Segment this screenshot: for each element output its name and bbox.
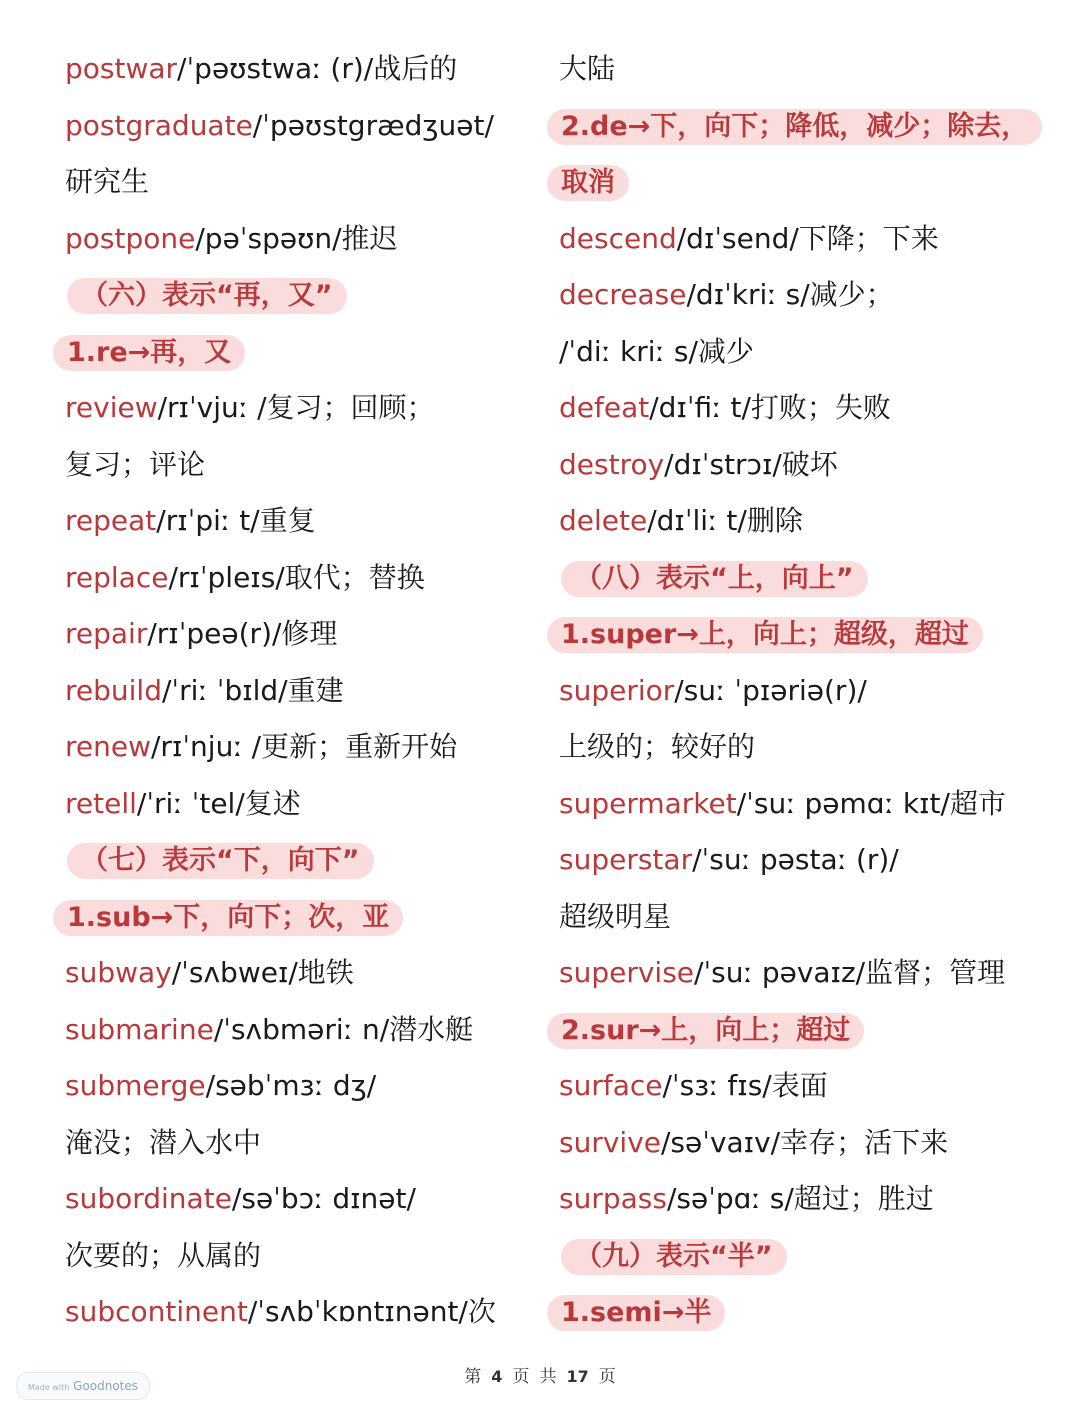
phonetic-definition: /ˈpəʊstwaː (r)/战后的 bbox=[177, 52, 458, 85]
phonetic-definition: /rɪˈpiː t/重复 bbox=[156, 504, 316, 537]
prefix-heading bbox=[65, 324, 515, 381]
continuation-text: 大陆 bbox=[559, 52, 616, 85]
definition-continuation bbox=[559, 41, 1049, 98]
vocab-entry bbox=[65, 211, 515, 268]
english-word: retell bbox=[65, 786, 137, 820]
phonetic-definition: /səˈpɑː s/超过；胜过 bbox=[666, 1182, 934, 1215]
phonetic-definition: /ˈsʌbməriː n/潜水艇 bbox=[213, 1012, 474, 1046]
footer-ye1: 页 bbox=[512, 1367, 530, 1387]
vocab-entry bbox=[65, 945, 515, 1002]
vocab-entry bbox=[559, 1171, 1049, 1228]
phonetic-definition: /ˈsɜː fɪs/表面 bbox=[662, 1069, 828, 1102]
total-pages: 17 bbox=[566, 1367, 589, 1386]
vocab-entry bbox=[65, 776, 515, 833]
vocab-entry bbox=[559, 211, 1049, 268]
english-word: destroy bbox=[559, 447, 665, 481]
prefix-heading bbox=[559, 98, 1049, 155]
footer-gong: 共 bbox=[539, 1367, 557, 1387]
english-word: subway bbox=[65, 956, 172, 989]
vocab-entry bbox=[65, 606, 515, 663]
prefix-heading-text: 2.de→下，向下；降低，减少；除去， bbox=[547, 109, 1042, 145]
vocab-entry bbox=[559, 267, 1049, 324]
definition-continuation bbox=[65, 1115, 515, 1172]
vocab-entry bbox=[559, 380, 1049, 437]
vocab-entry bbox=[65, 663, 515, 720]
left-column bbox=[65, 41, 515, 1341]
english-word: review bbox=[65, 391, 158, 424]
prefix-heading-text: 1.semi→半 bbox=[547, 1295, 725, 1331]
english-word: supermarket bbox=[559, 786, 737, 820]
vocab-entry bbox=[559, 493, 1049, 550]
phonetic-definition: /rɪˈpeə(r)/修理 bbox=[147, 617, 338, 650]
section-heading-text: （九）表示“半” bbox=[561, 1239, 787, 1275]
section-heading-text: （六）表示“再，又” bbox=[67, 278, 347, 314]
section-heading-text: （八）表示“上，向上” bbox=[561, 561, 868, 597]
vocab-entry bbox=[65, 1171, 515, 1228]
english-word: rebuild bbox=[65, 673, 162, 707]
section-heading bbox=[65, 267, 515, 324]
prefix-heading bbox=[559, 1284, 1049, 1341]
vocab-entry bbox=[65, 41, 515, 98]
english-word: replace bbox=[65, 560, 169, 594]
english-word: decrease bbox=[559, 278, 687, 311]
continuation-text: 上级的；较好的 bbox=[559, 730, 756, 763]
prefix-heading-text: 1.re→再，又 bbox=[53, 335, 245, 371]
phonetic-definition: /dɪˈkriː s/减少； bbox=[686, 278, 894, 311]
phonetic-definition: /ˈsuː pəmɑː kɪt/超市 bbox=[736, 786, 1006, 820]
footer-di: 第 bbox=[464, 1367, 482, 1387]
vocab-entry bbox=[559, 832, 1049, 889]
english-word: repeat bbox=[65, 504, 157, 537]
english-word: repair bbox=[65, 617, 148, 650]
vocab-entry bbox=[559, 1058, 1049, 1115]
phonetic-definition: /ˈsuː pəstaː (r)/ bbox=[692, 843, 899, 876]
english-word: subcontinent bbox=[65, 1295, 248, 1328]
vocab-entry bbox=[559, 1115, 1049, 1172]
made-with-label: Made with bbox=[27, 1383, 70, 1392]
phonetic-definition: /ˈsuː pəvaɪz/监督；管理 bbox=[694, 956, 1006, 989]
english-word: descend bbox=[559, 221, 677, 255]
section-heading bbox=[65, 832, 515, 889]
vocab-entry bbox=[65, 1284, 515, 1341]
phonetic-definition: /dɪˈsend/下降；下来 bbox=[676, 221, 939, 255]
english-word: postpone bbox=[65, 221, 196, 255]
english-word: postgraduate bbox=[65, 108, 253, 142]
phonetic-definition: /rɪˈvjuː /复习；回顾； bbox=[157, 391, 435, 424]
section-heading-text: （七）表示“下，向下” bbox=[67, 843, 374, 879]
definition-continuation bbox=[65, 1228, 515, 1285]
phonetic-definition: /ˈriː ˈbɪld/重建 bbox=[161, 673, 344, 707]
prefix-heading-text: 1.super→上，向上；超级，超过 bbox=[547, 617, 983, 653]
phonetic-definition: /səˈbɔː dɪnət/ bbox=[231, 1182, 416, 1215]
continuation-text: 研究生 bbox=[65, 165, 150, 198]
prefix-heading bbox=[65, 889, 515, 946]
english-word: surface bbox=[559, 1069, 663, 1102]
prefix-heading-text: 1.sub→下，向下；次，亚 bbox=[53, 900, 403, 936]
vocab-entry bbox=[65, 719, 515, 776]
prefix-heading bbox=[559, 154, 1049, 211]
phonetic-definition: /pəˈspəʊn/推迟 bbox=[195, 221, 398, 255]
continuation-text: /ˈdiː kriː s/减少 bbox=[559, 334, 754, 368]
definition-continuation bbox=[559, 324, 1049, 381]
phonetic-definition: /ˈriː ˈtel/复述 bbox=[136, 786, 301, 820]
definition-continuation bbox=[559, 889, 1049, 946]
english-word: defeat bbox=[559, 391, 650, 424]
phonetic-definition: /dɪˈstrɔɪ/破坏 bbox=[664, 447, 838, 481]
vocab-entry bbox=[65, 550, 515, 607]
english-word: submerge bbox=[65, 1069, 206, 1102]
english-word: surpass bbox=[559, 1182, 667, 1215]
vocab-entry bbox=[559, 437, 1049, 494]
english-word: subordinate bbox=[65, 1182, 232, 1215]
english-word: superior bbox=[559, 673, 675, 707]
vocab-entry bbox=[559, 776, 1049, 833]
definition-continuation bbox=[65, 154, 515, 211]
prefix-heading bbox=[559, 606, 1049, 663]
english-word: supervise bbox=[559, 956, 695, 989]
phonetic-definition: /suː ˈpɪəriə(r)/ bbox=[674, 673, 867, 707]
page-footer bbox=[0, 1362, 1080, 1387]
page-number: 4 bbox=[491, 1367, 503, 1386]
vocab-entry bbox=[65, 1058, 515, 1115]
phonetic-definition: /səbˈmɜː dʒ/ bbox=[205, 1069, 377, 1102]
english-word: renew bbox=[65, 730, 151, 763]
vocab-entry bbox=[65, 98, 515, 155]
phonetic-definition: /dɪˈfiː t/打败；失败 bbox=[649, 391, 891, 424]
phonetic-definition: /rɪˈpleɪs/取代；替换 bbox=[168, 560, 425, 594]
english-word: submarine bbox=[65, 1012, 214, 1046]
prefix-heading bbox=[559, 1002, 1049, 1059]
vocab-entry bbox=[65, 493, 515, 550]
phonetic-definition: /ˈsʌbˈkɒntɪnənt/次 bbox=[247, 1295, 496, 1328]
phonetic-definition: /səˈvaɪv/幸存；活下来 bbox=[661, 1125, 949, 1159]
vocab-entry bbox=[559, 663, 1049, 720]
section-heading bbox=[559, 1228, 1049, 1285]
goodnotes-badge bbox=[16, 1372, 150, 1400]
phonetic-definition: /rɪˈnjuː /更新；重新开始 bbox=[151, 730, 458, 763]
footer-ye2: 页 bbox=[598, 1367, 616, 1387]
continuation-text: 淹没；潜入水中 bbox=[65, 1125, 262, 1159]
right-column bbox=[559, 41, 1049, 1341]
continuation-text: 复习；评论 bbox=[65, 447, 206, 481]
definition-continuation bbox=[559, 719, 1049, 776]
vocab-entry bbox=[65, 1002, 515, 1059]
continuation-text: 超级明星 bbox=[559, 899, 672, 933]
goodnotes-brand: Goodnotes bbox=[73, 1379, 139, 1393]
prefix-heading-text: 取消 bbox=[547, 165, 629, 201]
english-word: postwar bbox=[65, 52, 178, 85]
definition-continuation bbox=[65, 437, 515, 494]
vocab-entry bbox=[65, 380, 515, 437]
continuation-text: 次要的；从属的 bbox=[65, 1238, 262, 1272]
english-word: superstar bbox=[559, 843, 693, 876]
english-word: delete bbox=[559, 504, 648, 537]
phonetic-definition: /ˈsʌbweɪ/地铁 bbox=[171, 956, 354, 989]
prefix-heading-text: 2.sur→上，向上；超过 bbox=[547, 1013, 864, 1049]
phonetic-definition: /dɪˈliː t/删除 bbox=[647, 504, 803, 537]
vocab-entry bbox=[559, 945, 1049, 1002]
phonetic-definition: /ˈpəʊstgrædʒuət/ bbox=[252, 108, 494, 142]
english-word: survive bbox=[559, 1125, 661, 1159]
section-heading bbox=[559, 550, 1049, 607]
